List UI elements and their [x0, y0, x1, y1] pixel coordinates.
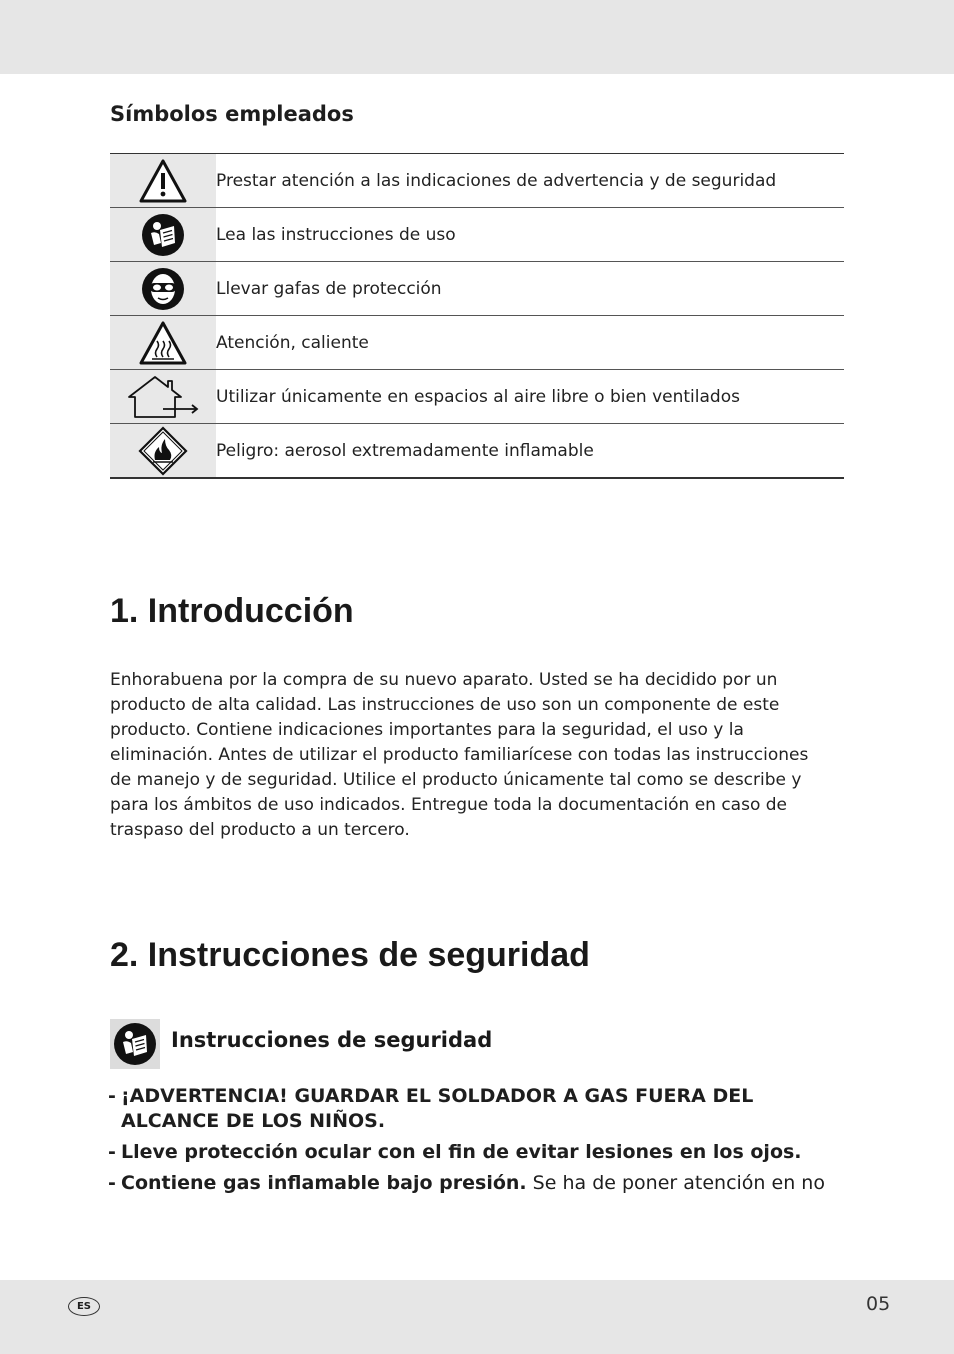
safety-heading: 2. Instrucciones de seguridad: [110, 936, 590, 974]
table-row: [110, 154, 844, 208]
list-item: [108, 1171, 848, 1196]
table-row: [110, 208, 844, 262]
symbol-description: Atención, caliente: [216, 316, 844, 370]
symbol-description: Prestar atención a las indicaciones de advertencia y de seguridad: [216, 154, 844, 208]
bullet-dash: -: [108, 1085, 116, 1107]
safety-subheading: Instrucciones de seguridad: [171, 1028, 493, 1052]
read-manual-icon: [113, 1022, 157, 1066]
bullet-bold-text: Contiene gas inflamable bajo presión.: [121, 1172, 527, 1194]
symbols-table: [110, 153, 844, 479]
footer-band: [0, 1280, 954, 1354]
list-item: [108, 1140, 848, 1165]
symbols-heading: Símbolos empleados: [110, 102, 354, 126]
ventilation-house-icon: [123, 373, 203, 421]
table-row: [110, 262, 844, 316]
page-number: 05: [866, 1293, 891, 1315]
bullet-rest-text: Se ha de poner atención en no: [526, 1172, 825, 1194]
flammable-icon: [138, 426, 188, 476]
bullet-bold-text: ¡ADVERTENCIA! GUARDAR EL SOLDADOR A GAS FUERA DEL ALCANCE DE LOS NIÑOS.: [121, 1085, 754, 1132]
safety-bullet-list: [108, 1084, 848, 1202]
bullet-dash: -: [108, 1172, 116, 1194]
hot-surface-icon: [138, 320, 188, 366]
intro-heading: 1. Introducción: [110, 592, 354, 630]
language-badge: ES: [68, 1297, 100, 1316]
bullet-dash: -: [108, 1141, 116, 1163]
list-item: [108, 1084, 848, 1134]
bullet-bold-text: Lleve protección ocular con el fin de evitar lesiones en los ojos.: [121, 1141, 802, 1163]
symbol-description: Llevar gafas de protección: [216, 262, 844, 316]
goggles-icon: [141, 267, 185, 311]
table-row: [110, 316, 844, 370]
safety-icon-box: [110, 1019, 160, 1069]
table-row: [110, 370, 844, 424]
intro-paragraph: Enhorabuena por la compra de su nuevo aparato. Usted se ha decidido por un producto de alta calidad. Las instrucciones de uso son un componente de este producto. Contiene indicaciones importantes para la seguridad, el uso y la eliminación. Antes de utilizar el producto familiarícese con todas las instrucciones de manejo y de seguridad. Utilice el producto únicamente tal como se describe y para los ámbitos de uso indicados. Entregue toda la documentación en caso de traspaso del producto a un tercero.: [110, 670, 809, 840]
symbol-description: Lea las instrucciones de uso: [216, 208, 844, 262]
read-manual-icon: [141, 213, 185, 257]
symbol-description: Utilizar únicamente en espacios al aire libre o bien ventilados: [216, 370, 844, 424]
header-band: [0, 0, 954, 74]
warning-triangle-icon: [138, 158, 188, 204]
symbol-description: Peligro: aerosol extremadamente inflamable: [216, 440, 594, 461]
table-row: [110, 424, 844, 479]
